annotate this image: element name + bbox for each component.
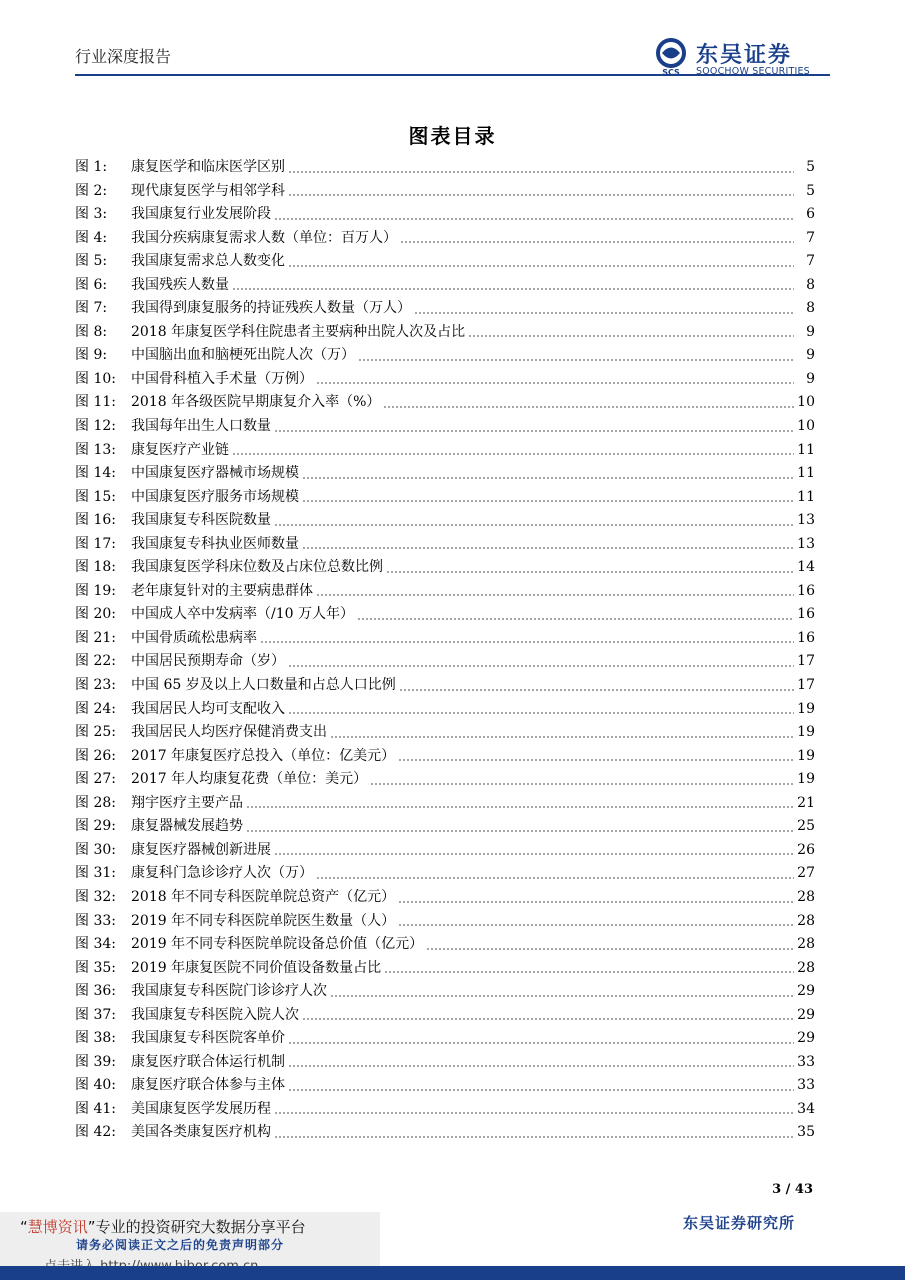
toc-entry[interactable] xyxy=(75,1121,815,1145)
toc-page-number: 28 xyxy=(797,959,815,976)
toc-entry[interactable] xyxy=(75,580,815,604)
toc-figure-number: 图 4: xyxy=(75,229,108,246)
toc-leader-dots xyxy=(232,452,794,456)
toc-leader-dots xyxy=(302,546,794,550)
toc-leader-dots xyxy=(399,688,794,692)
toc-entry[interactable] xyxy=(75,509,815,533)
toc-page-number: 28 xyxy=(797,888,815,905)
toc-figure-number: 图 31: xyxy=(75,865,116,882)
toc-figure-label: 我国得到康复服务的持证残疾人数量（万人） xyxy=(131,300,411,317)
toc-page-number: 21 xyxy=(797,794,815,811)
toc-figure-number: 图 3: xyxy=(75,206,108,223)
toc-leader-dots xyxy=(288,170,794,174)
toc-leader-dots xyxy=(302,476,794,480)
toc-page-number: 5 xyxy=(806,182,815,199)
toc-entry[interactable] xyxy=(75,886,815,910)
toc-leader-dots xyxy=(274,217,794,221)
toc-figure-number: 图 38: xyxy=(75,1030,116,1047)
toc-page-number: 16 xyxy=(797,582,815,599)
toc-figure-number: 图 39: xyxy=(75,1053,116,1070)
toc-leader-dots xyxy=(246,805,794,809)
toc-figure-label: 我国康复专科医院门诊诊疗人次 xyxy=(131,983,327,1000)
toc-page-number: 28 xyxy=(797,912,815,929)
toc-figure-label: 康复医疗联合体参与主体 xyxy=(131,1077,285,1094)
toc-figure-number: 图 25: xyxy=(75,724,116,741)
toc-figure-label: 我国康复专科医院入院人次 xyxy=(131,1006,299,1023)
toc-leader-dots xyxy=(288,1041,794,1045)
toc-figure-label: 中国康复医疗服务市场规模 xyxy=(131,488,299,505)
toc-entry[interactable] xyxy=(75,721,815,745)
toc-figure-label: 我国居民人均医疗保健消费支出 xyxy=(131,724,327,741)
toc-figure-number: 图 30: xyxy=(75,841,116,858)
toc-entry[interactable] xyxy=(75,368,815,392)
toc-leader-dots xyxy=(330,994,794,998)
watermark-brand: 慧博资讯 xyxy=(27,1218,88,1236)
toc-figure-label: 康复医疗器械创新进展 xyxy=(131,841,271,858)
toc-leader-dots xyxy=(398,923,794,927)
toc-figure-number: 图 32: xyxy=(75,888,116,905)
page-title: 图表目录 xyxy=(408,124,497,148)
toc-page-number: 17 xyxy=(797,653,815,670)
footer-org-name: 东吴证券研究所 xyxy=(682,1214,795,1232)
toc-page-number: 10 xyxy=(797,418,815,435)
toc-figure-number: 图 16: xyxy=(75,512,116,529)
toc-figure-number: 图 8: xyxy=(75,323,108,340)
toc-page-number: 19 xyxy=(797,771,815,788)
toc-page-number: 34 xyxy=(797,1100,815,1117)
toc-page-number: 6 xyxy=(806,206,815,223)
toc-page-number: 33 xyxy=(797,1077,815,1094)
toc-leader-dots xyxy=(302,499,794,503)
toc-leader-dots xyxy=(288,1064,794,1068)
toc-page-number: 16 xyxy=(797,606,815,623)
toc-leader-dots xyxy=(288,711,794,715)
toc-entry[interactable] xyxy=(75,792,815,816)
toc-figure-label: 中国康复医疗器械市场规模 xyxy=(131,465,299,482)
toc-figure-label: 中国骨科植入手术量（万例） xyxy=(131,370,313,387)
toc-figure-number: 图 42: xyxy=(75,1124,116,1141)
toc-leader-dots xyxy=(232,287,794,291)
toc-entry[interactable] xyxy=(75,415,815,439)
toc-page-number: 19 xyxy=(797,700,815,717)
toc-leader-dots xyxy=(274,429,794,433)
disclaimer-notice: 请务必阅读正文之后的免责声明部分 xyxy=(76,1238,285,1252)
toc-figure-label: 美国康复医学发展历程 xyxy=(131,1100,271,1117)
toc-figure-number: 图 28: xyxy=(75,794,116,811)
toc-figure-label: 2017 年人均康复花费（单位：美元） xyxy=(131,771,368,788)
toc-figure-number: 图 15: xyxy=(75,488,116,505)
toc-page-number: 8 xyxy=(806,300,815,317)
toc-leader-dots xyxy=(358,358,794,362)
toc-entry[interactable] xyxy=(75,862,815,886)
toc-page-number: 13 xyxy=(797,512,815,529)
toc-figure-number: 图 22: xyxy=(75,653,116,670)
toc-entry[interactable] xyxy=(75,698,815,722)
toc-page-number: 29 xyxy=(797,1030,815,1047)
toc-leader-dots xyxy=(274,1111,794,1115)
toc-page-number: 7 xyxy=(806,253,815,270)
toc-figure-label: 现代康复医学与相邻学科 xyxy=(131,182,285,199)
toc-figure-label: 2018 年各级医院早期康复介入率（%） xyxy=(131,394,381,411)
toc-figure-label: 我国每年出生人口数量 xyxy=(131,418,271,435)
toc-figure-label: 美国各类康复医疗机构 xyxy=(131,1124,271,1141)
toc-figure-number: 图 17: xyxy=(75,535,116,552)
toc-leader-dots xyxy=(398,758,794,762)
toc-figure-number: 图 1: xyxy=(75,159,108,175)
toc-figure-label: 我国康复专科医院数量 xyxy=(131,512,271,529)
toc-page-number: 10 xyxy=(797,394,815,411)
toc-page-number: 9 xyxy=(806,370,815,387)
toc-figure-label: 2019 年不同专科医院单院医生数量（人） xyxy=(131,912,396,929)
toc-page-number: 16 xyxy=(797,629,815,646)
soochow-logo-mark-icon xyxy=(652,38,690,76)
toc-entry[interactable] xyxy=(75,627,815,651)
toc-figure-number: 图 10: xyxy=(75,370,116,387)
toc-figure-number: 图 24: xyxy=(75,700,116,717)
toc-entry[interactable] xyxy=(75,768,815,792)
toc-entry[interactable] xyxy=(75,321,815,345)
watermark-quote-open: “ xyxy=(20,1218,28,1236)
toc-figure-label: 康复医疗产业链 xyxy=(131,441,229,458)
toc-entry[interactable] xyxy=(75,462,815,486)
toc-entry[interactable] xyxy=(75,180,815,204)
watermark-tagline: 专业的投资研究大数据分享平台 xyxy=(95,1218,306,1236)
toc-entry[interactable] xyxy=(75,1051,815,1075)
toc-entry[interactable] xyxy=(75,1074,815,1098)
toc-entry[interactable] xyxy=(75,156,815,180)
toc-entry[interactable] xyxy=(75,344,815,368)
toc-figure-number: 图 40: xyxy=(75,1077,116,1094)
toc-entry[interactable] xyxy=(75,274,815,298)
toc-figure-number: 图 41: xyxy=(75,1100,116,1117)
toc-page-number: 19 xyxy=(797,747,815,764)
toc-figure-label: 中国成人卒中发病率（/10 万人年） xyxy=(131,606,354,623)
toc-leader-dots xyxy=(316,381,794,385)
toc-page-number: 7 xyxy=(806,229,815,246)
watermark-tagline-line xyxy=(20,1216,306,1237)
toc-figure-label: 翔宇医疗主要产品 xyxy=(131,794,243,811)
logo-cn-name: 东吴证券 xyxy=(696,43,793,68)
toc-entry[interactable] xyxy=(75,391,815,415)
toc-figure-label: 2018 年康复医学科住院患者主要病种出院人次及占比 xyxy=(131,323,466,340)
toc-figure-number: 图 33: xyxy=(75,912,116,929)
toc-figure-label: 我国康复需求总人数变化 xyxy=(131,253,285,270)
toc-figure-label: 我国康复专科执业医师数量 xyxy=(131,535,299,552)
toc-leader-dots xyxy=(398,900,794,904)
soochow-logo xyxy=(652,36,832,80)
toc-figure-number: 图 26: xyxy=(75,747,116,764)
toc-page-number: 8 xyxy=(806,276,815,293)
toc-figure-label: 中国脑出血和脑梗死出院人次（万） xyxy=(131,347,355,364)
toc-page-number: 11 xyxy=(797,488,815,505)
footer-bar xyxy=(0,1266,905,1280)
toc-leader-dots xyxy=(288,664,794,668)
toc-figure-number: 图 18: xyxy=(75,559,116,576)
toc-figure-label: 2019 年不同专科医院单院设备总价值（亿元） xyxy=(131,936,424,953)
toc-leader-dots xyxy=(330,735,794,739)
toc-leader-dots xyxy=(400,240,794,244)
watermark-quote-close: ” xyxy=(87,1218,96,1236)
toc-entry[interactable] xyxy=(75,910,815,934)
toc-entry[interactable] xyxy=(75,439,815,463)
toc-leader-dots xyxy=(357,617,794,621)
toc-figure-number: 图 11: xyxy=(75,394,116,411)
toc-page-number: 17 xyxy=(797,677,815,694)
toc-figure-label: 我国康复专科医院客单价 xyxy=(131,1030,285,1047)
toc-figure-number: 图 27: xyxy=(75,771,116,788)
toc-figure-number: 图 7: xyxy=(75,300,108,317)
toc-leader-dots xyxy=(316,593,794,597)
toc-page-number: 11 xyxy=(797,441,815,458)
toc-page-number: 29 xyxy=(797,983,815,1000)
toc-figure-label: 中国骨质疏松患病率 xyxy=(131,629,257,646)
toc-figure-number: 图 20: xyxy=(75,606,116,623)
logo-mark-text: SCS xyxy=(662,68,680,76)
toc-page-number: 11 xyxy=(797,465,815,482)
toc-figure-number: 图 23: xyxy=(75,677,116,694)
toc-leader-dots xyxy=(383,405,794,409)
report-type-label: 行业深度报告 xyxy=(75,47,172,66)
toc-entry[interactable] xyxy=(75,250,815,274)
toc-page-number: 29 xyxy=(797,1006,815,1023)
toc-figure-label: 我国居民人均可支配收入 xyxy=(131,700,285,717)
toc-page-number: 13 xyxy=(797,535,815,552)
toc-figure-label: 2019 年康复医院不同价值设备数量占比 xyxy=(131,959,382,976)
toc-figure-label: 我国残疾人数量 xyxy=(131,276,229,293)
toc-figure-number: 图 29: xyxy=(75,818,116,835)
toc-leader-dots xyxy=(246,829,794,833)
toc-leader-dots xyxy=(386,570,794,574)
toc-entry[interactable] xyxy=(75,486,815,510)
toc-figure-number: 图 12: xyxy=(75,418,116,435)
toc-figure-number: 图 21: xyxy=(75,629,116,646)
logo-en-name: SOOCHOW SECURITIES xyxy=(696,66,810,77)
toc-page-number: 19 xyxy=(797,724,815,741)
toc-figure-number: 图 5: xyxy=(75,253,108,270)
toc-figure-label: 我国康复行业发展阶段 xyxy=(131,206,271,223)
toc-leader-dots xyxy=(426,947,794,951)
toc-page-number: 25 xyxy=(797,818,815,835)
toc-figure-label: 中国居民预期寿命（岁） xyxy=(131,653,285,670)
toc-entry[interactable] xyxy=(75,227,815,251)
toc-figure-label: 老年康复针对的主要病患群体 xyxy=(131,582,313,599)
toc-entry[interactable] xyxy=(75,556,815,580)
toc-entry[interactable] xyxy=(75,1004,815,1028)
toc-figure-label: 2018 年不同专科医院单院总资产（亿元） xyxy=(131,888,396,905)
toc-leader-dots xyxy=(274,523,794,527)
toc-page-number: 33 xyxy=(797,1053,815,1070)
toc-figure-number: 图 19: xyxy=(75,582,116,599)
toc-entry[interactable] xyxy=(75,203,815,227)
toc-leader-dots xyxy=(260,640,794,644)
toc-figure-number: 图 6: xyxy=(75,276,108,293)
toc-leader-dots xyxy=(274,852,794,856)
toc-figure-number: 图 13: xyxy=(75,441,116,458)
toc-page-number: 14 xyxy=(797,559,815,576)
toc-entry[interactable] xyxy=(75,674,815,698)
toc-figure-number: 图 14: xyxy=(75,465,116,482)
toc-figure-label: 我国分疾病康复需求人数（单位：百万人） xyxy=(131,229,397,246)
toc-figure-label: 康复医疗联合体运行机制 xyxy=(131,1053,285,1070)
toc-page-number: 9 xyxy=(806,323,815,340)
figure-index xyxy=(75,156,815,1145)
toc-figure-number: 图 37: xyxy=(75,1006,116,1023)
toc-entry[interactable] xyxy=(75,297,815,321)
toc-entry[interactable] xyxy=(75,1027,815,1051)
toc-leader-dots xyxy=(288,264,794,268)
toc-entry[interactable] xyxy=(75,1098,815,1122)
toc-figure-number: 图 36: xyxy=(75,983,116,1000)
toc-entry[interactable] xyxy=(75,815,815,839)
toc-figure-number: 图 34: xyxy=(75,936,116,953)
toc-figure-label: 我国康复医学科床位数及占床位总数比例 xyxy=(131,559,383,576)
toc-leader-dots xyxy=(316,876,794,880)
toc-page-number: 9 xyxy=(806,347,815,364)
toc-figure-label: 康复医学和临床医学区别 xyxy=(131,159,285,175)
toc-entry[interactable] xyxy=(75,957,815,981)
toc-entry[interactable] xyxy=(75,933,815,957)
toc-entry[interactable] xyxy=(75,603,815,627)
toc-leader-dots xyxy=(384,970,794,974)
toc-page-number: 26 xyxy=(797,841,815,858)
toc-leader-dots xyxy=(370,782,794,786)
toc-figure-number: 图 2: xyxy=(75,182,108,199)
toc-leader-dots xyxy=(302,1017,794,1021)
toc-figure-number: 图 35: xyxy=(75,959,116,976)
toc-entry[interactable] xyxy=(75,650,815,674)
toc-figure-label: 中国 65 岁及以上人口数量和占总人口比例 xyxy=(131,677,396,694)
toc-leader-dots xyxy=(468,334,794,338)
toc-entry[interactable] xyxy=(75,533,815,557)
toc-page-number: 28 xyxy=(797,936,815,953)
toc-leader-dots xyxy=(288,1088,794,1092)
toc-page-number: 5 xyxy=(806,159,815,175)
toc-entry[interactable] xyxy=(75,745,815,769)
page-number: 3 / 43 xyxy=(772,1182,813,1197)
toc-figure-number: 图 9: xyxy=(75,347,108,364)
toc-leader-dots xyxy=(288,193,794,197)
toc-entry[interactable] xyxy=(75,980,815,1004)
toc-figure-label: 2017 年康复医疗总投入（单位：亿美元） xyxy=(131,747,396,764)
toc-figure-label: 康复科门急诊诊疗人次（万） xyxy=(131,865,313,882)
toc-page-number: 35 xyxy=(797,1124,815,1141)
toc-entry[interactable] xyxy=(75,839,815,863)
toc-leader-dots xyxy=(274,1135,794,1139)
toc-leader-dots xyxy=(414,311,794,315)
toc-page-number: 27 xyxy=(797,865,815,882)
toc-figure-label: 康复器械发展趋势 xyxy=(131,818,243,835)
